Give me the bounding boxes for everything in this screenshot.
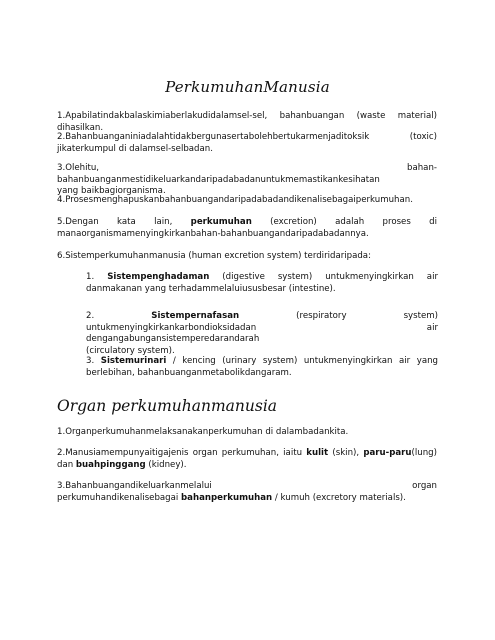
text-run: 2.Manusiamempunyaitigajenis organ perkumuhan, iaitu — [57, 448, 307, 458]
text-run: (lung) — [411, 448, 437, 458]
system-item-2-line-1 — [86, 311, 438, 323]
paragraph-5-line-1 — [57, 217, 437, 229]
section-heading-organ: Organ perkumuhanmanusia — [57, 397, 278, 415]
text-run: (kidney). — [145, 459, 187, 470]
text-run: / kumuh (excretory materials). — [272, 492, 406, 503]
text-run: / kencing (urinary system) untukmenyingkirkan air yang — [166, 356, 439, 366]
bold-term-bahanperkumuhan: bahanperkumuhan — [181, 492, 273, 503]
item-number: 3. — [86, 356, 101, 366]
text-run: (respiratory system) — [239, 311, 439, 321]
text-run: (skin), — [328, 448, 364, 458]
item-number: 1. — [86, 272, 108, 282]
paragraph-1: 1.Apabilatindakbalaskimiaberlakudidalamsel-sel, bahanbuangan (waste material) dihasilkan. — [57, 111, 437, 133]
paragraph-2-line-1: 2.Bahanbuanganiniadalahtidakbergunasertabolehbertukarmenjaditoksik (toxic) — [57, 132, 437, 142]
system-item-2-line-2: untukmenyingkirkankarbondioksidadan air dengangabungansistemperedarandarah — [86, 322, 438, 344]
bold-term-buahpinggang: buahpinggang — [75, 459, 146, 470]
bold-term-perkumuhan: perkumuhan — [190, 217, 252, 227]
system-item-1-line-2: danmakanan yang terhadammelaluiususbesar (intestine). — [86, 283, 336, 294]
text-run: (digestive system) untukmenyingkirkan air — [209, 272, 438, 282]
bold-term-paru-paru: paru-paru — [363, 448, 412, 458]
paragraph-5 — [57, 217, 437, 240]
page-title: PerkumuhanManusia — [165, 78, 330, 96]
organ-paragraph-3-line-1: 3.Bahanbuangandikeluarkanmelalui organ — [57, 481, 437, 491]
organ-paragraph-2 — [57, 448, 437, 471]
text-run: 5.Dengan kata lain, — [57, 217, 191, 227]
paragraph-3-line-2: yang baikbagiorganisma. — [57, 186, 166, 196]
organ-paragraph-3 — [57, 481, 437, 504]
system-item-2-line-3: (circulatory system). — [86, 345, 175, 356]
bold-term-sistemurinari: Sistemurinari — [100, 356, 167, 366]
item-number: 2. — [86, 311, 152, 321]
organ-paragraph-2-line-1 — [57, 448, 437, 460]
system-item-3 — [86, 356, 438, 379]
organ-paragraph-1: 1.Organperkumuhanmelaksanakanperkumuhan di dalambadankita. — [57, 427, 349, 437]
system-item-2 — [86, 311, 438, 357]
paragraph-5-line-2: manaorganismamenyingkirkanbahan-bahanbuangandaripadabadannya. — [57, 228, 369, 239]
paragraph-2-line-2: jikaterkumpul di dalamsel-selbadan. — [57, 143, 213, 154]
paragraph-2 — [57, 132, 437, 155]
paragraph-3-line-1: 3.Olehitu, bahan-bahanbuanganmestidikeluarkandaripadabadanuntukmemastikankesihatan — [57, 163, 437, 185]
paragraph-3 — [57, 163, 437, 198]
system-item-3-line-2: berlebihan, bahanbuanganmetabolikdangaram. — [86, 367, 292, 378]
system-item-1 — [86, 272, 438, 295]
organ-paragraph-3-line-2 — [57, 493, 437, 505]
text-run: dan — [57, 459, 76, 470]
organ-paragraph-2-line-2 — [57, 460, 437, 472]
text-run: perkumuhandikenalisebagai — [57, 492, 182, 503]
bold-term-kulit: kulit — [306, 448, 329, 458]
bold-term-sistempenghadaman: Sistempenghadaman — [107, 272, 210, 282]
text-run: (excretion) adalah proses di — [251, 217, 437, 227]
bold-term-sistempernafasan: Sistempernafasan — [151, 311, 240, 321]
paragraph-6: 6.Sistemperkumuhanmanusia (human excretion system) terdiridaripada: — [57, 251, 371, 261]
system-item-1-line-1 — [86, 272, 438, 284]
system-item-3-line-1 — [86, 356, 438, 368]
paragraph-4: 4.Prosesmenghapuskanbahanbuangandaripadabadandikenalisebagaiperkumuhan. — [57, 195, 413, 205]
